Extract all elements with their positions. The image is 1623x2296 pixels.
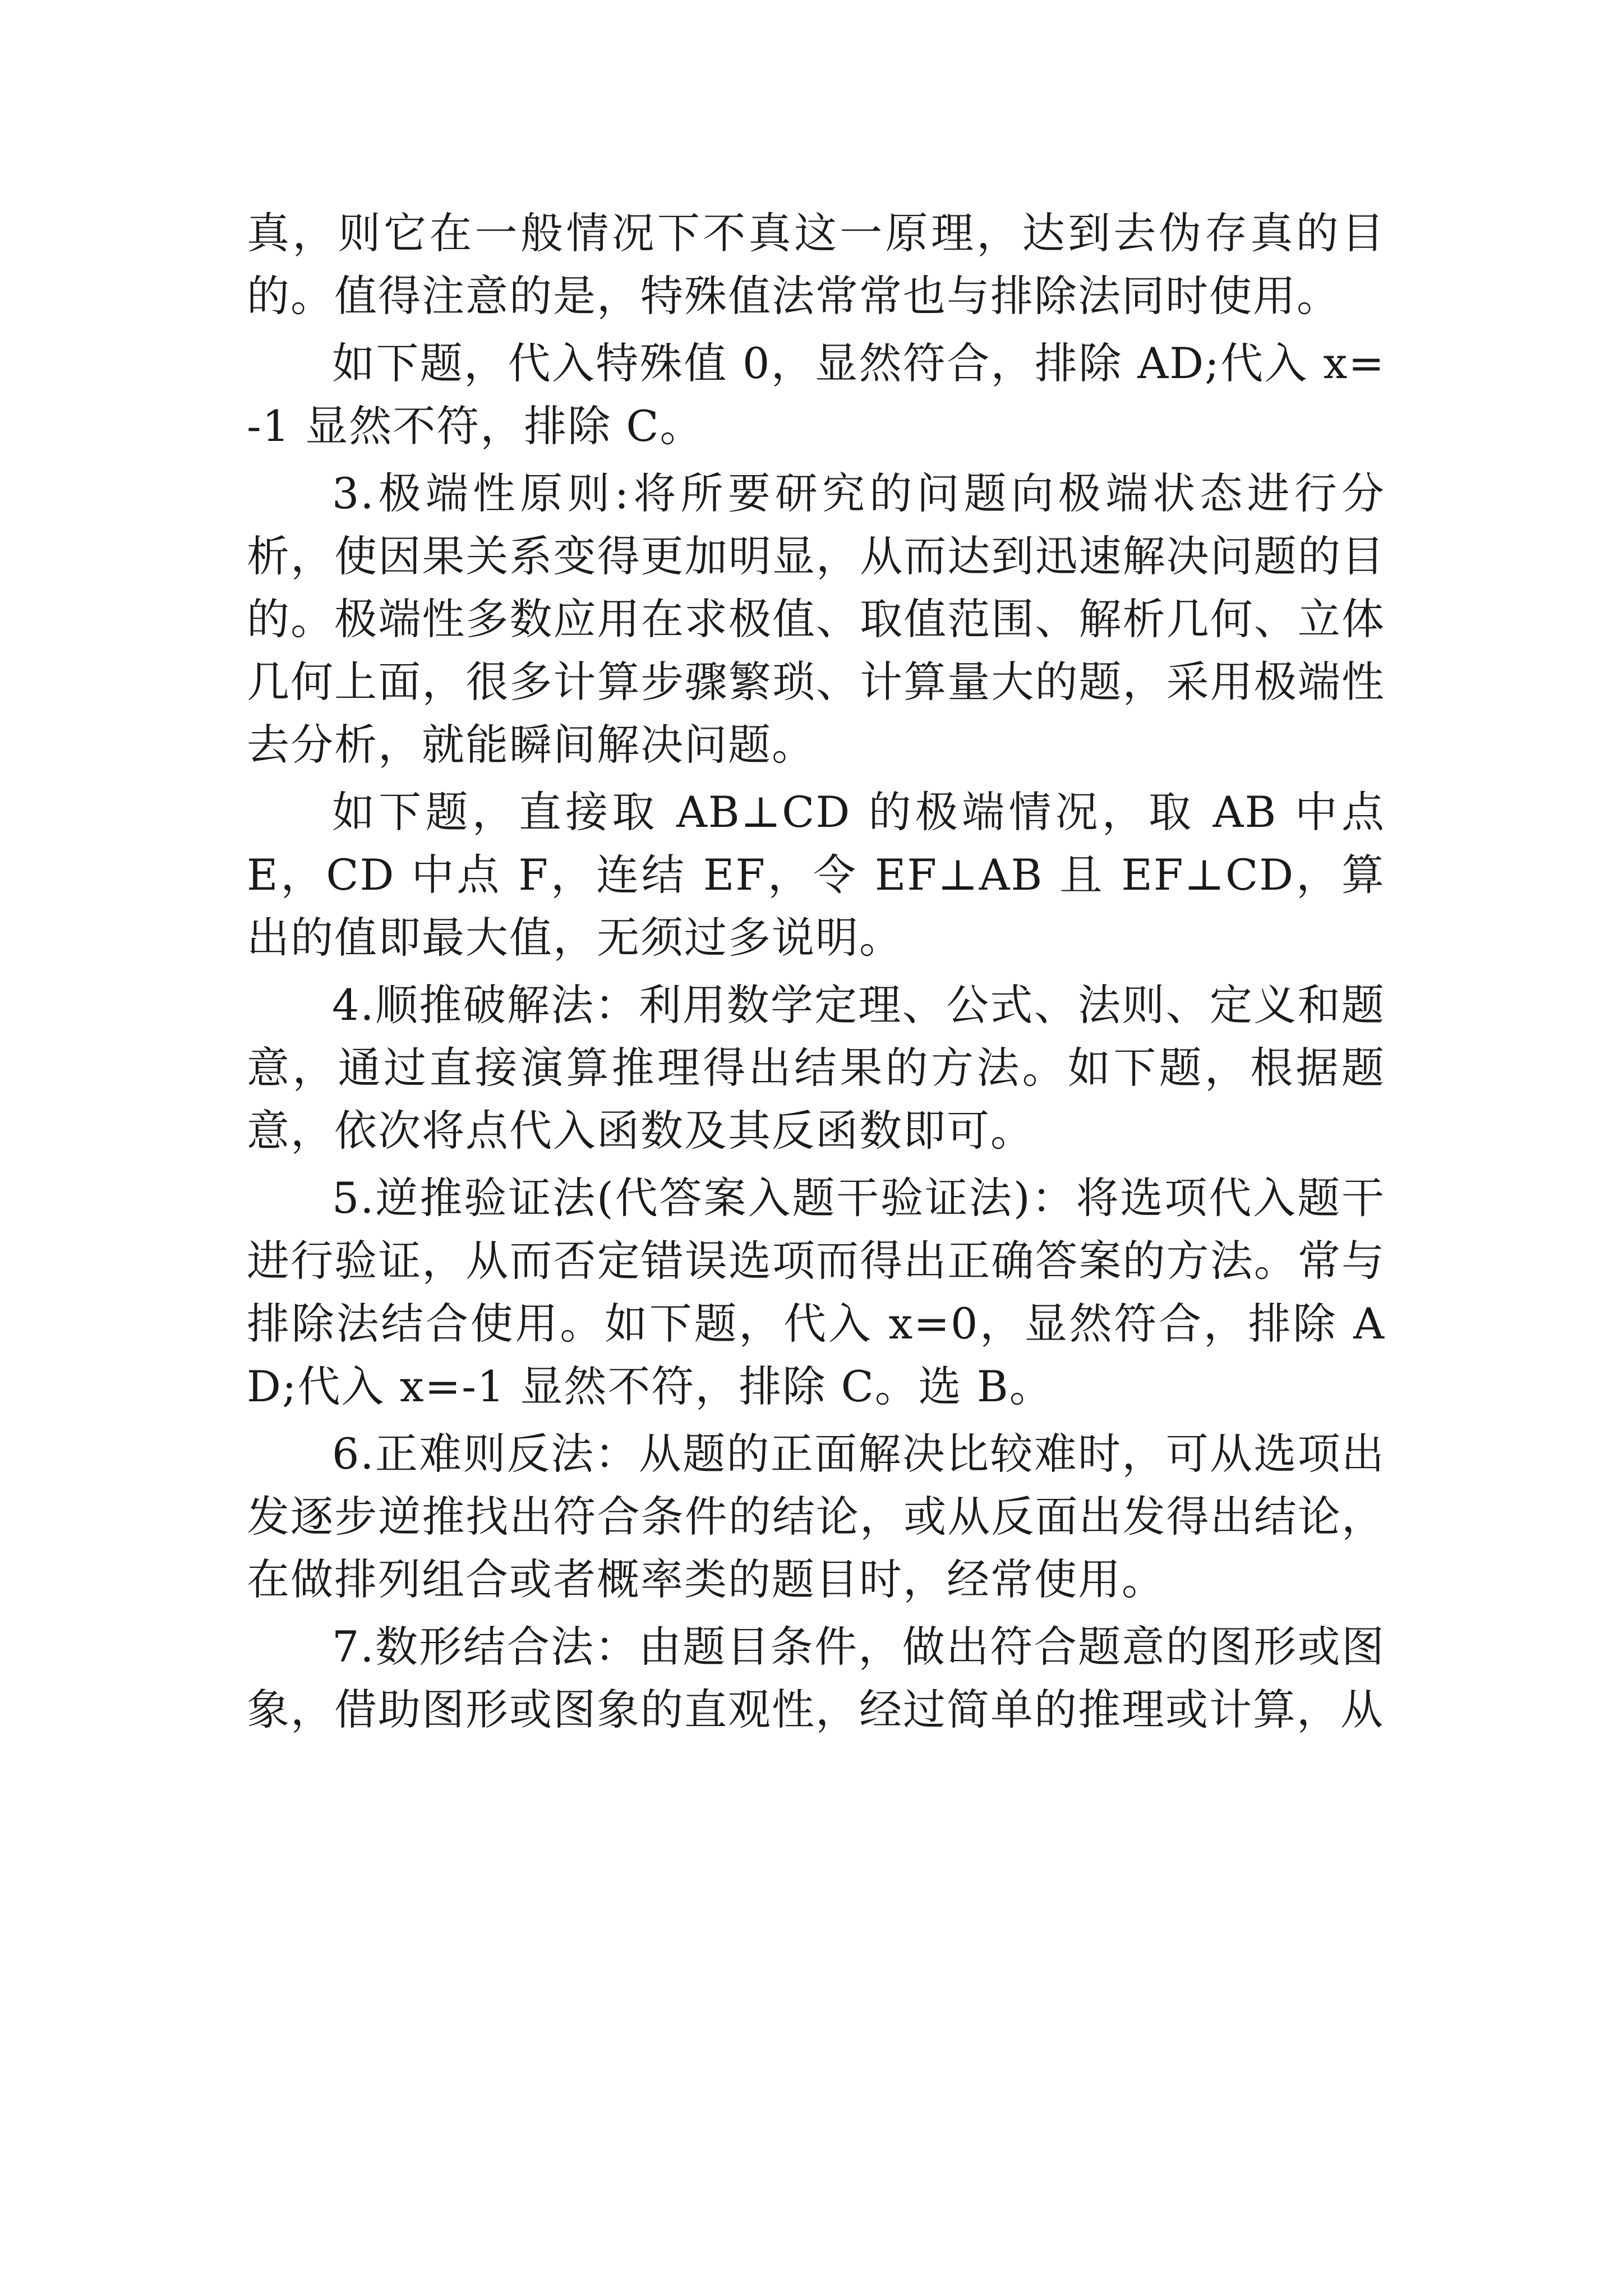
paragraph-5: 4.顺推破解法：利用数学定理、公式、法则、定义和题意，通过直接演算推理得出结果的方法。如下题，根据题意，依次将点代入函数及其反函数即可。 — [247, 980, 1385, 1156]
paragraph-2: 如下题，代入特殊值 0，显然符合，排除 AD;代入 x=-1 显然不符，排除 C。 — [247, 338, 1385, 451]
document-body — [247, 202, 1385, 1746]
paragraph-8: 7.数形结合法：由题目条件，做出符合题意的图形或图象，借助图形或图象的直观性，经过简单的推理或计算，从 — [247, 1622, 1385, 1734]
paragraph-4: 如下题，直接取 AB⊥CD 的极端情况，取 AB 中点 E，CD 中点 F，连结 EF，令 EF⊥AB 且 EF⊥CD，算出的值即最大值，无须过多说明。 — [247, 787, 1385, 963]
paragraph-7: 6.正难则反法：从题的正面解决比较难时，可从选项出发逐步逆推找出符合条件的结论，或从反面出发得出结论，在做排列组合或者概率类的题目时，经常使用。 — [247, 1429, 1385, 1604]
paragraph-3: 3.极端性原则:将所要研究的问题向极端状态进行分析，使因果关系变得更加明显，从而达到迅速解决问题的目的。极端性多数应用在求极值、取值范围、解析几何、立体几何上面，很多计算步骤繁琐、计算量大的题，采用极端性去分析，就能瞬间解决问题。 — [247, 468, 1385, 770]
paragraph-6: 5.逆推验证法(代答案入题干验证法)：将选项代入题干进行验证，从而否定错误选项而得出正确答案的方法。常与排除法结合使用。如下题，代入 x=0，显然符合，排除 AD;代入 x=-1 显然不符，排除 C。选 B。 — [247, 1173, 1385, 1411]
paragraph-1: 真，则它在一般情况下不真这一原理，达到去伪存真的目的。值得注意的是，特殊值法常常也与排除法同时使用。 — [247, 208, 1385, 321]
